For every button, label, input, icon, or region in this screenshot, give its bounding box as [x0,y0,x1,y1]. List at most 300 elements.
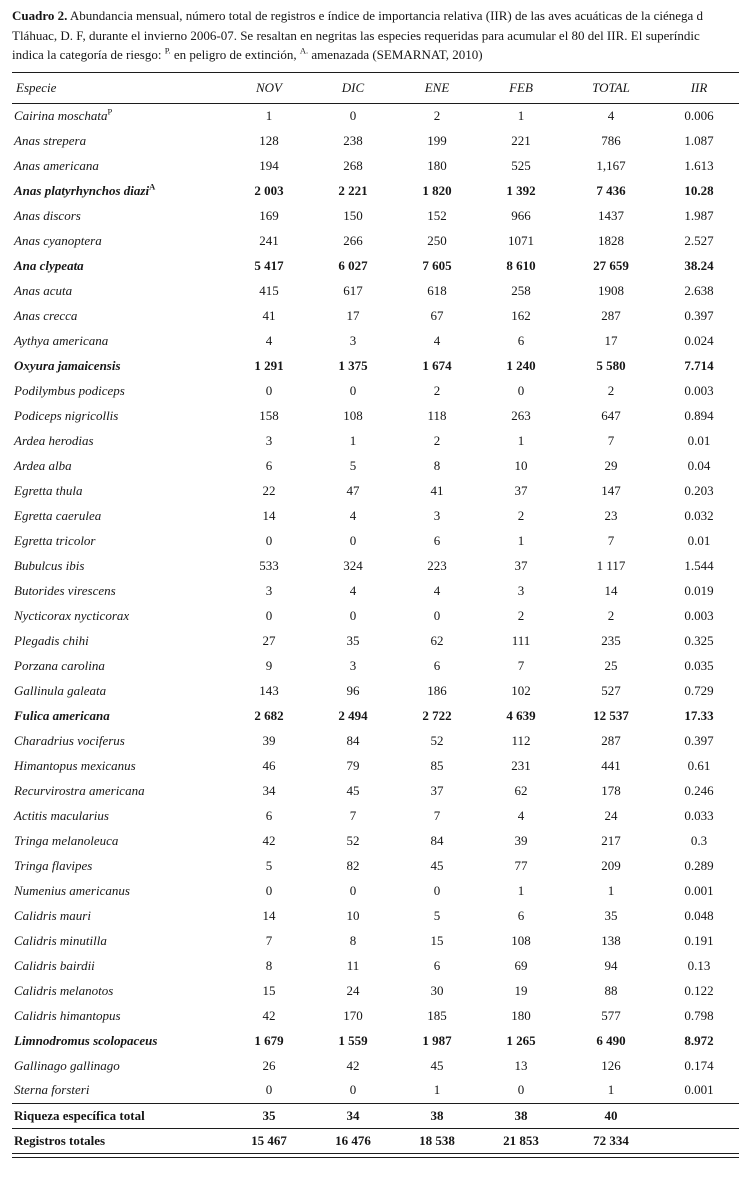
species-name: Calidris bairdii [14,957,95,973]
cell-value: 4 [433,332,441,348]
table-row [12,428,739,453]
cell-value: 0 [265,607,273,623]
cell-value: 0 [433,882,441,898]
cell-value: 158 [259,407,279,423]
cell-value: 27 659 [593,257,629,273]
cell-value: 1.087 [684,132,714,148]
cell-value: 102 [511,682,531,698]
cell-value: 0.003 [684,607,714,623]
cell-value: 0.203 [684,482,714,498]
cell-value: 4 [349,507,357,523]
cell-value: 42 [262,1007,276,1023]
cell-value: 266 [343,232,363,248]
cell-value: 34 [262,782,276,798]
cell-value: 17 [604,332,618,348]
cell-value: 150 [343,207,363,223]
table-body [12,103,739,1153]
cell-value: 5 [433,907,441,923]
cell-value: 6 027 [338,257,368,273]
cell-value: 22 [262,482,276,498]
species-name: Plegadis chihi [14,632,89,648]
cell-value: 0.032 [684,507,714,523]
cell-value: 19 [514,982,528,998]
table-row [12,628,739,653]
species-name: Calidris melanotos [14,982,114,998]
table-row [12,1103,739,1128]
cell-value: 45 [346,782,360,798]
cell-value: 72 334 [563,1128,659,1153]
cell-value: 34 [311,1103,395,1128]
cell-value: 2 [607,382,615,398]
cell-value: 4 [265,332,273,348]
cell-value: 162 [511,307,531,323]
table-row [12,403,739,428]
species-name: Actitis macularius [14,807,109,823]
cell-value: 618 [427,282,447,298]
cell-value: 108 [343,407,363,423]
cell-value: 35 [604,907,618,923]
column-header-especie: Especie [12,72,227,103]
cell-value: 0.729 [684,682,714,698]
cell-value: 0.035 [684,657,714,673]
table-row [12,853,739,878]
cell-value: 128 [259,132,279,148]
cell-value: 3 [349,332,357,348]
table-row [12,703,739,728]
cell-value: 13 [514,1057,528,1073]
species-name: Oxyura jamaicensis [14,357,121,373]
cell-value: 0.289 [684,857,714,873]
cell-value: 966 [511,207,531,223]
cell-value: 0 [517,382,525,398]
cell-value: 0.325 [684,632,714,648]
cell-value: 178 [601,782,621,798]
species-name: Porzana carolina [14,657,105,673]
species-name: Tringa melanoleuca [14,832,119,848]
cell-value: 26 [262,1057,276,1073]
cell-value: 1 [265,107,273,123]
cell-value: 217 [601,832,621,848]
cell-value: 21 853 [479,1128,563,1153]
cell-value: 111 [511,632,531,648]
cell-value: 35 [346,632,360,648]
table-row [12,478,739,503]
table-row [12,603,739,628]
cell-value: 1 [607,882,615,898]
cell-value: 221 [511,132,531,148]
cell-value: 15 467 [227,1128,311,1153]
cell-value: 223 [427,557,447,573]
cell-value: 324 [343,557,363,573]
cell-value: 0 [349,532,357,548]
risk-superscript-p: P. [164,45,171,56]
cell-value: 0.122 [684,982,714,998]
cell-value: 525 [511,157,531,173]
cell-value: 2 221 [338,182,368,198]
species-name: Limnodromus scolopaceus [14,1032,158,1048]
table-bottom-rule [12,1157,739,1158]
cell-value: 1,167 [596,157,626,173]
cell-value: 0 [265,382,273,398]
cell-value: 0.798 [684,1007,714,1023]
species-name: Tringa flavipes [14,857,93,873]
table-row [12,528,739,553]
cell-value: 2 722 [422,707,452,723]
cell-value: 527 [601,682,621,698]
cell-value: 52 [430,732,444,748]
cell-value: 6 [265,807,273,823]
cell-value: 1 [517,882,525,898]
species-name: Fulica americana [14,707,110,723]
cell-value: 0.04 [687,457,711,473]
cell-value: 8 [433,457,441,473]
cell-value: 2 003 [254,182,284,198]
cell-value: 1 291 [254,357,284,373]
table-row [12,228,739,253]
cell-value: 180 [427,157,447,173]
species-name: Egretta tricolor [14,532,96,548]
cell-value: 1 [517,432,525,448]
cell-value: 45 [430,857,444,873]
cell-value: 40 [563,1103,659,1128]
table-row [12,103,739,128]
cell-value: 2 [517,607,525,623]
cell-value: 241 [259,232,279,248]
cell-value: 0.61 [687,757,711,773]
cell-value: 577 [601,1007,621,1023]
species-name: Ardea alba [14,457,72,473]
cell-value: 6 [433,532,441,548]
table-row [12,153,739,178]
cell-value: 1908 [598,282,624,298]
cell-value: 2 [433,382,441,398]
cell-value: 0.3 [690,832,708,848]
table-row [12,1053,739,1078]
column-header-feb: FEB [479,72,563,103]
cell-value: 3 [517,582,525,598]
species-name: Nycticorax nycticorax [14,607,130,623]
cell-value: 52 [346,832,360,848]
table-row [12,328,739,353]
cell-value: 169 [259,207,279,223]
cell-value: 0.397 [684,732,714,748]
caption-line-3 [12,45,739,65]
species-name: Butorides virescens [14,582,116,598]
cell-value: 46 [262,757,276,773]
species-name: Cairina moschata$^P$ [14,106,113,123]
cell-value: 14 [262,907,276,923]
cell-value: 24 [346,982,360,998]
cell-value: 7 [265,932,273,948]
cell-value: 2.638 [684,282,714,298]
cell-value: 2 [517,507,525,523]
species-name: Riqueza específica total [12,1103,227,1128]
table-row [12,803,739,828]
cell-value: 15 [262,982,276,998]
cell-value: 18 538 [395,1128,479,1153]
cell-value: 0.003 [684,382,714,398]
cell-value: 79 [346,757,360,773]
table-row [12,1003,739,1028]
cell-value: 0.894 [684,407,714,423]
caption-text-2: Tláhuac, D. F, durante el invierno 2006-07. Se resaltan en negritas las especies requeridas para acumular el 80 del IIR. El superíndic [12,27,700,43]
species-name: Calidris mauri [14,907,91,923]
cell-value: 4 639 [506,707,536,723]
cell-value [659,1103,739,1128]
cell-value: 112 [511,732,531,748]
table-row [12,178,739,203]
cell-value: 0 [265,1082,273,1098]
risk-category-superscript: A [149,181,156,192]
table-row [12,278,739,303]
cell-value: 15 [430,932,444,948]
cell-value: 0.006 [684,107,714,123]
cell-value: 617 [343,282,363,298]
column-header-total: TOTAL [563,72,659,103]
cell-value: 3 [349,657,357,673]
cell-value: 27 [262,632,276,648]
table-row [12,203,739,228]
cell-value: 0 [433,607,441,623]
cell-value: 7 [517,657,525,673]
table-row [12,953,739,978]
cell-value: 1 [349,432,357,448]
cell-value: 38 [479,1103,563,1128]
cell-value: 69 [514,957,528,973]
cell-value: 533 [259,557,279,573]
cell-value: 8 610 [506,257,536,273]
cell-value: 1071 [508,232,534,248]
cell-value: 4 [517,807,525,823]
cell-value: 194 [259,157,279,173]
species-name: Ardea herodias [14,432,94,448]
species-name: Anas acuta [14,282,73,298]
table-row [12,553,739,578]
cell-value: 647 [601,407,621,423]
cell-value: 45 [430,1057,444,1073]
cell-value: 5 580 [596,357,626,373]
cell-value: 1.613 [684,157,714,173]
cell-value: 108 [511,932,531,948]
cell-value: 4 [607,107,615,123]
caption-text-3a: indica la categoría de riesgo: [12,47,165,62]
cell-value: 1 [517,532,525,548]
cell-value: 786 [601,132,621,148]
cell-value: 41 [262,307,276,323]
cell-value: 186 [427,682,447,698]
table-row [12,678,739,703]
cell-value: 0 [349,382,357,398]
cell-value: 11 [346,957,360,973]
species-name: Gallinago gallinago [14,1057,120,1073]
cell-value: 62 [514,782,528,798]
cell-value: 12 537 [593,707,629,723]
cell-value: 1 820 [422,182,452,198]
cell-value: 138 [601,932,621,948]
cell-value: 0 [349,107,357,123]
species-name: Anas crecca [14,307,78,323]
species-name: Anas strepera [14,132,87,148]
caption-label: Cuadro 2. [12,8,68,23]
cell-value: 67 [430,307,444,323]
cell-value: 82 [346,857,360,873]
cell-value: 0 [517,1082,525,1098]
cell-value: 7 [607,432,615,448]
cell-value: 47 [346,482,360,498]
column-header-iir: IIR [659,72,739,103]
species-name: Anas discors [14,207,81,223]
table-row [12,978,739,1003]
column-header-nov: NOV [227,72,311,103]
cell-value: 1 [517,107,525,123]
cell-value: 147 [601,482,621,498]
cell-value: 126 [601,1057,621,1073]
cell-value: 39 [262,732,276,748]
species-name: Bubulcus ibis [14,557,85,573]
cell-value: 94 [604,957,618,973]
cell-value: 0 [349,882,357,898]
cell-value: 96 [346,682,360,698]
cell-value: 0.01 [687,532,711,548]
cell-value: 38.24 [684,257,714,273]
cell-value: 1 [433,1082,441,1098]
table-row [12,653,739,678]
cell-value: 0.191 [684,932,714,948]
cell-value: 1 375 [338,357,368,373]
species-name: Egretta thula [14,482,83,498]
species-name: Egretta caerulea [14,507,102,523]
cell-value: 10 [514,457,528,473]
cell-value: 185 [427,1007,447,1023]
cell-value: 9 [265,657,273,673]
cell-value: 0.024 [684,332,714,348]
cell-value: 4 [349,582,357,598]
cell-value: 37 [514,482,528,498]
cell-value: 1 [607,1082,615,1098]
cell-value: 84 [430,832,444,848]
cell-value: 170 [343,1007,363,1023]
cell-value: 88 [604,982,618,998]
table-row [12,503,739,528]
table-row [12,128,739,153]
cell-value: 250 [427,232,447,248]
table-row [12,878,739,903]
cell-value: 2 [433,432,441,448]
cell-value: 23 [604,507,618,523]
cell-value: 6 490 [596,1032,626,1048]
caption-text-1: Abundancia mensual, número total de registros e índice de importancia relativa (IIR) de las aves acuáticas de la ciénega d [67,8,704,23]
header-row [12,72,739,103]
cell-value: 1 559 [338,1032,368,1048]
column-header-dic: DIC [311,72,395,103]
cell-value: 287 [601,732,621,748]
cell-value: 258 [511,282,531,298]
table-row [12,303,739,328]
cell-value: 10.28 [684,182,714,198]
risk-category-superscript: P [107,106,113,117]
cell-value: 0.001 [684,1082,714,1098]
table-row [12,728,739,753]
cell-value: 0.019 [684,582,714,598]
cell-value: 0.397 [684,307,714,323]
species-name: Himantopus mexicanus [14,757,136,773]
cell-value: 2 682 [254,707,284,723]
cell-value: 263 [511,407,531,423]
table-header [12,72,739,103]
cell-value: 0.033 [684,807,714,823]
cell-value: 37 [514,557,528,573]
cell-value: 287 [601,307,621,323]
species-name: Ana clypeata [14,257,84,273]
cell-value: 84 [346,732,360,748]
species-name: Calidris himantopus [14,1007,121,1023]
cell-value: 4 [433,582,441,598]
cell-value: 0.01 [687,432,711,448]
cell-value: 39 [514,832,528,848]
cell-value: 1828 [598,232,624,248]
cell-value: 0.13 [687,957,711,973]
cell-value: 6 [265,457,273,473]
cell-value: 1437 [598,207,624,223]
cell-value: 3 [265,582,273,598]
cell-value: 1 674 [422,357,452,373]
species-name: Sterna forsteri [14,1082,90,1098]
cell-value: 1.544 [684,557,714,573]
table-row [12,1128,739,1153]
cell-value: 1 987 [422,1032,452,1048]
table-row [12,928,739,953]
cell-value: 0 [349,1082,357,1098]
cell-value: 2 [433,107,441,123]
cell-value: 2 [607,607,615,623]
cell-value: 0.174 [684,1057,714,1073]
species-name: Podilymbus podiceps [14,382,125,398]
cell-value: 1 117 [596,557,626,573]
cell-value: 42 [262,832,276,848]
species-name: Anas cyanoptera [14,232,102,248]
table-caption [12,6,739,65]
cell-value: 143 [259,682,279,698]
table-row [12,778,739,803]
cell-value: 238 [343,132,363,148]
cell-value: 180 [511,1007,531,1023]
table-row [12,1028,739,1053]
cell-value: 14 [262,507,276,523]
species-name: Registros totales [12,1128,227,1153]
table-row [12,253,739,278]
cell-value: 0 [349,607,357,623]
cell-value: 85 [430,757,444,773]
cell-value: 25 [604,657,618,673]
cell-value: 2 494 [338,707,368,723]
cell-value: 7 [433,807,441,823]
cell-value: 16 476 [311,1128,395,1153]
cell-value: 77 [514,857,528,873]
species-name: Aythya americana [14,332,109,348]
cell-value: 0.246 [684,782,714,798]
cell-value: 1 240 [506,357,536,373]
cell-value: 5 [265,857,273,873]
cell-value: 3 [265,432,273,448]
cell-value: 1 265 [506,1032,536,1048]
cell-value: 6 [517,332,525,348]
cell-value: 3 [433,507,441,523]
table-row [12,828,739,853]
cell-value: 7 605 [422,257,452,273]
cell-value: 0 [265,882,273,898]
cell-value: 5 417 [254,257,284,273]
cell-value: 35 [227,1103,311,1128]
